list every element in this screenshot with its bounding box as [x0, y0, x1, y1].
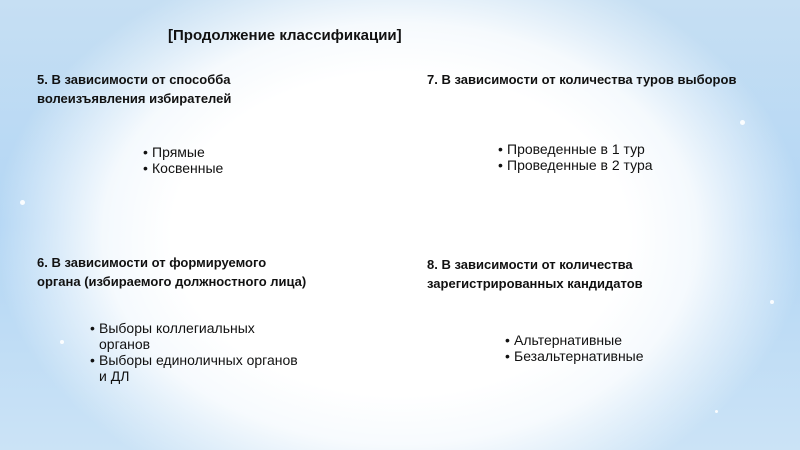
heading-line: волеизъявления избирателей [37, 91, 232, 106]
decorative-sparkle [715, 410, 718, 413]
decorative-sparkle [770, 300, 774, 304]
list-item: • Проведенные в 1 тур [498, 141, 653, 157]
list-item: • Проведенные в 2 тура [498, 157, 653, 173]
section-8-list [505, 332, 644, 364]
heading-line: 5. В зависимости от способба [37, 72, 231, 87]
heading-line: органа (избираемого должностного лица) [37, 274, 307, 289]
decorative-sparkle [740, 120, 745, 125]
heading-line: 8. В зависимости от количества [427, 257, 633, 272]
section-5-heading [37, 70, 231, 108]
list-item: • Прямые [143, 144, 223, 160]
section-6-heading [37, 253, 306, 291]
list-item: • Безальтернативные [505, 348, 644, 364]
section-5-list [143, 144, 223, 176]
slide-title: [Продолжение классификации] [168, 27, 402, 44]
list-item: • Выборы коллегиальных органов [90, 320, 305, 352]
section-6-list [90, 320, 305, 384]
heading-line: 7. В зависимости от количества туров выборов [427, 72, 737, 87]
decorative-sparkle [60, 340, 64, 344]
list-item: • Выборы единоличных органов и ДЛ [90, 352, 305, 384]
heading-line: зарегистрированных кандидатов [427, 276, 643, 291]
section-8-heading [427, 255, 643, 293]
list-item: • Косвенные [143, 160, 223, 176]
heading-line: 6. В зависимости от формируемого [37, 255, 267, 270]
section-7-heading [427, 70, 736, 89]
decorative-sparkle [20, 200, 25, 205]
list-item: • Альтернативные [505, 332, 644, 348]
section-7-list [498, 141, 653, 173]
